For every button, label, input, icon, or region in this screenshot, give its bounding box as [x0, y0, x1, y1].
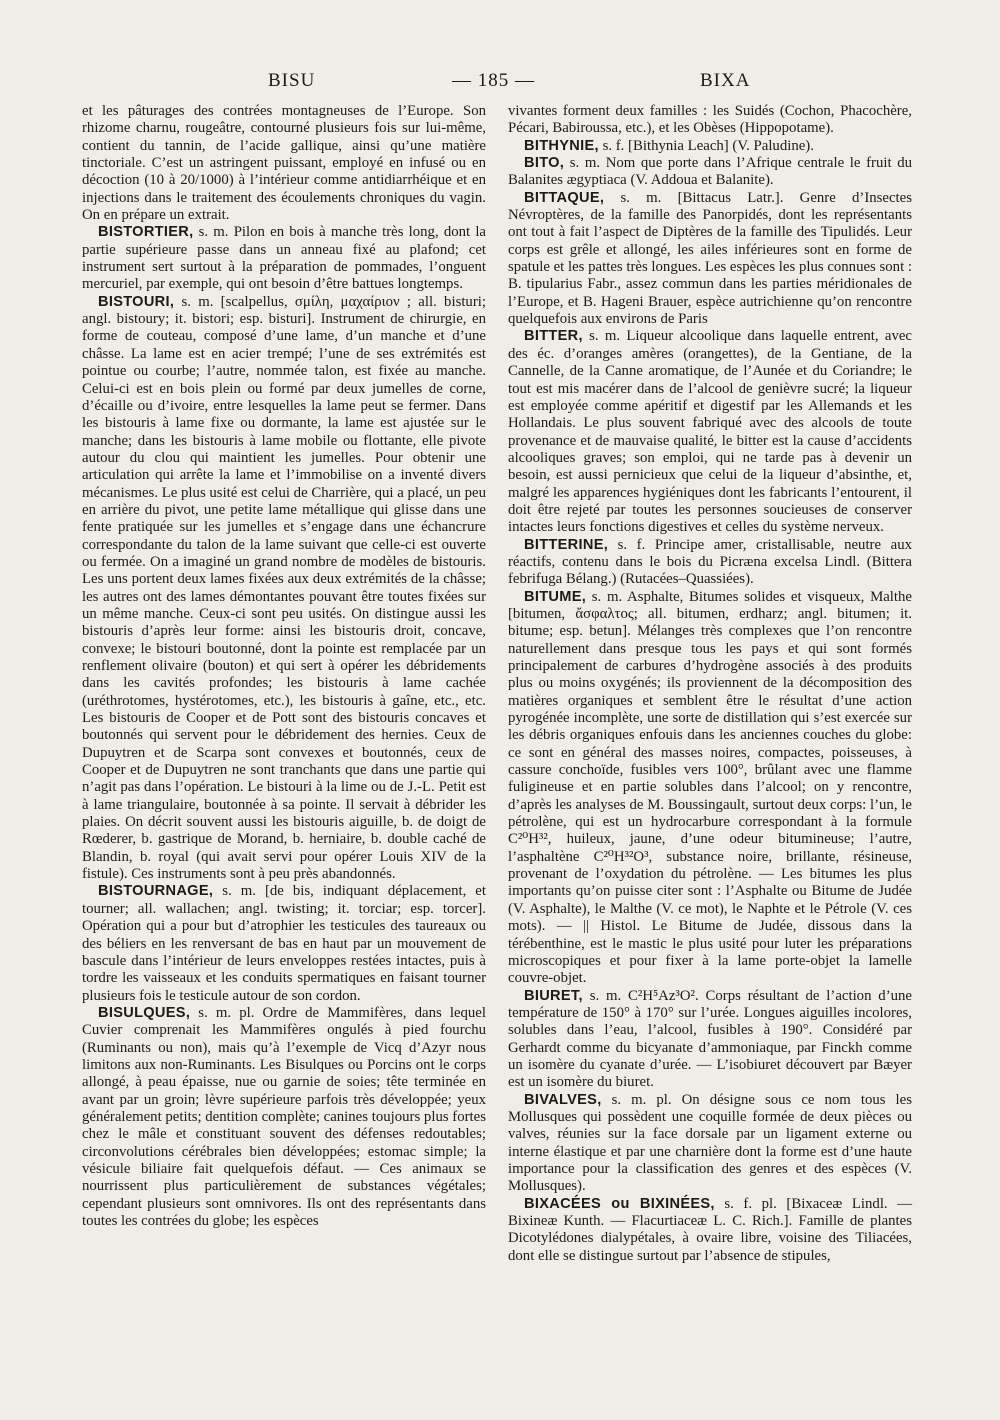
entry-headword: BISTORTIER,: [98, 224, 194, 241]
entry-headword: BITHYNIE,: [524, 137, 599, 154]
entry-bixacees: [508, 1196, 912, 1265]
entry-bitter: [508, 328, 912, 536]
entry-body: s. m. C²H⁵Az³O². Corps résultant de l’action d’une température de 150° à 170° sur l’urée. Longues aiguilles incolores, solubles dans l’eau, l’alcool, fusibles à 190°. Considéré par Gerhardt comme du bicyanate d’ammoniaque, par Finckh comme un isomère du cyanate d’urée. — L’isobiuret découvert par Bæyer est un isomère du biuret.: [508, 987, 912, 1091]
entry-continuation: vivantes forment deux familles : les Suidés (Cochon, Phacochère, Pécari, Babiroussa, etc.), et les Obèses (Hippopotame).: [508, 103, 912, 137]
entry-bistouri: [82, 294, 486, 884]
entry-headword: BIVALVES,: [524, 1091, 602, 1108]
entry-continuation: et les pâturages des contrées montagneuses de l’Europe. Son rhizome charnu, rougeâtre, contourné plusieurs fois sur lui-même, contient du tannin, de l’acide gallique, ainsi qu’une matière tinctoriale. C’est un astringent puissant, employé en infusé ou en décoction (10 à 20/1000) à l’intérieur comme antidiarrhéique et en injections dans le traitement des écoulements chroniques du vagin. On en prépare un extrait.: [82, 103, 486, 224]
entry-bivalves: [508, 1092, 912, 1196]
entry-body: s. f. Principe amer, cristallisable, neutre aux réactifs, contenu dans le bois du Picræna excelsa Lindl. (Bittera febrifuga Bélang.) (Rutacées–Quassiées).: [508, 536, 912, 588]
entry-bitume: [508, 589, 912, 988]
running-head-right: BIXA: [700, 70, 751, 91]
entry-headword: BIURET,: [524, 987, 583, 1004]
entry-body: s. m. pl. Ordre de Mammifères, dans lequel Cuvier comprenait les Mammifères ongulés à pied fourchu (Ruminants ou non), mais qu’à l’exemple de Vicq d’Azyr nous limitons aux non-Ruminants. Les Bisulques ou Porcins ont le corps allongé, à peau épaisse, nue ou garnie de soies; tête terminée en avant par un groin; lèvre supérieure parfois très développée; yeux généralement petits; dentition complète; canines toujours plus fortes chez le mâle et constituant souvent des défenses redoutables; circonvolutions cérébrales bien développées; estomac simple; la vésicule biliaire fait quelquefois défaut. — Ces animaux se nourrissent plus particulièrement de substances végétales; cependant plusieurs sont omnivores. Ils ont des représentants dans toutes les contrées du globe; les espèces: [82, 1004, 486, 1229]
entry-body: s. m. Nom que porte dans l’Afrique centrale le fruit du Balanites ægyptiaca (V. Addoua et Balanite).: [508, 155, 912, 189]
entry-headword: BISULQUES,: [98, 1004, 191, 1021]
entry-headword: BITTERINE,: [524, 536, 609, 553]
entry-headword: BISTOURNAGE,: [98, 883, 214, 900]
entry-headword: BITUME,: [524, 588, 587, 605]
entry-headword: BITTAQUE,: [524, 189, 605, 206]
entry-bittaque: [508, 190, 912, 329]
entry-body: s. m. Pilon en bois à manche très long, dont la partie supérieure passe dans un anneau fixé au plafond; cet instrument sert surtout à la préparation de pommades, l’onguent mercuriel, par exemple, qui ont besoin d’être battues longtemps.: [82, 224, 486, 293]
entry-biuret: [508, 988, 912, 1092]
entry-headword: BITTER,: [524, 328, 583, 345]
entry-headword: BISTOURI,: [98, 293, 175, 310]
entry-headword: BIXACÉES ou BIXINÉES,: [524, 1195, 715, 1212]
entry-bistournage: [82, 883, 486, 1004]
running-head-left: BISU: [268, 70, 316, 91]
entry-body: s. m. [scalpellus, σμίλη, μαχαίριον ; all. bisturi; angl. bistoury; it. bistori; esp. bisturi]. Instrument de chirurgie, en forme de couteau, composé d’une lame, d’un manche et d’une châsse. La lame est en acier trempé; l’une de ses extrémités est pointue ou courbe; l’autre, nommée talon, est fixée au manche. Celui-ci est en bois plein ou formé par deux jumelles de corne, d’écaille ou d’ivoire, entre lesquelles la lame peut se fermer. Dans les bistouris à lame fixe ou dormante, la lame est ajustée sur le manche; dans les bistouris à lame mobile ou flottante, elle pivote autour du clou qui maintient les jumelles. Pour obtenir une articulation qui arrête la lame et l’immobilise on a inventé divers mécanismes. Le plus usité est celui de Charrière, qui a placé, un peu en arrière du pivot, une petite lame métallique qui glisse dans une fente pratiquée sur les jumelles et s’engage dans une échancrure correspondante du talon de la lame suivant que celle-ci est ouverte ou fermée. On a imaginé un grand nombre de modèles de bistouris. Les uns portent deux lames fixées aux deux extrémités de la châsse; les autres ont des lames démontantes pouvant être toutes fixées sur un même manche. Ceux-ci sont peu usités. On distingue aussi les bistouris d’après leur forme: ainsi les bistouris droit, concave, convexe; le bistouri boutonné, dont la pointe est remplacée par un renflement olivaire (bouton) et qui sert à opérer les débridements dans les cavités profondes; les bistouris à lame cachée (uréthrotomes, hystérotomes, etc.), les bistouris à gaîne, etc., etc. Les bistouris de Cooper et de Pott sont des bistouris concaves et boutonnés qui servent pour le débridement des hernies. Ceux de Dupuytren et de Scarpa sont convexes et boutonnés, ceux de Cooper et de Dupuytren ne sont tranchants que dans une partie qui n’agit pas dans l’opération. Le bistouri à la lime ou de J.-L. Petit est à lame triangulaire, boutonnée à sa pointe. Il servait à débrider les plaies. On décrit souvent aussi les bistouris aiguille, b. de doigt de Rœderer, b. gastrique de Morand, b. herniaire, b. double caché de Blandin, b. royal (qui avait servi pour opérer Louis XIV de la fistule). Ces instruments sont à peu près abandonnés.: [82, 293, 486, 883]
entry-bito: [508, 155, 912, 190]
entry-body: s. m. Asphalte, Bitumes solides et visqueux, Malthe [bitumen, ἄσφαλτος; all. bitumen, erdharz; angl. bitumen; it. bitume; esp. betun]. Mélanges très complexes que l’on rencontre naturellement dans presque tous les pays et qui sont formés principalement de carbures d’hydrogène associés à des produits plus ou moins oxygénés; ils proviennent de la décomposition des matières organiques et semblent être le résultat d’une action pyrogénée incomplète, une sorte de distillation qui s’est exercée sur les débris organiques enfouis dans les anciennes couches du globe: ce sont en général des masses noires, compactes, poisseuses, à cassure conchoïde, fusibles vers 100°, brûlant avec une flamme fuligineuse et en partie solubles dans l’alcool; on y rencontre, d’après les analyses de M. Boussingault, surtout deux corps: l’un, le pétrolène, qui est un hydrocarbure correspondant à la formule C²⁰H³², huileux, jaune, d’une odeur bitumineuse; l’autre, l’asphaltène C²⁰H³²O³, substance noire, brillante, résineuse, provenant de l’oxydation du pétrolène. — Les bitumes les plus importants qu’on puisse citer sont : l’Asphalte ou Bitume de Judée (V. Asphalte), le Malthe (V. ce mot), le Naphte et le Pétrole (V. ces mots). — || Histol. Le Bitume de Judée, dissous dans la térébenthine, est le mastic le plus usité pour luter les préparations microscopiques et pour fixer à la lame porte-objet la lamelle couvre-objet.: [508, 588, 912, 987]
right-column: [508, 103, 912, 1265]
entry-headword: BITO,: [524, 155, 565, 172]
entry-body: s. f. [Bithynia Leach] (V. Paludine).: [598, 137, 814, 154]
entry-bitterine: [508, 537, 912, 589]
entry-body: s. f. pl. [Bixaceæ Lindl. — Bixineæ Kunth. — Flacurtiaceæ L. C. Rich.]. Famille de plantes Dicotylédones dialypétales, à ovaire libre, voisine des Tiliacées, dont elle se distingue surtout par l’absence de stipules,: [508, 1195, 913, 1264]
entry-body: s. m. [de bis, indiquant déplacement, et tourner; all. wallachen; angl. twisting; it. torciar; esp. torcer]. Opération qui a pour but d’atrophier les testicules des taureaux ou des béliers en les renversant de bas en haut par un mouvement de bascule dans l’intérieur de leurs enveloppes restées intactes, puis à tordre les vaisseaux et les conduits spermatiques en faisant tourner plusieurs fois le testicule autour de son cordon.: [82, 883, 486, 1004]
page-number: — 185 —: [452, 70, 535, 91]
entry-body: s. m. pl. On désigne sous ce nom tous les Mollusques qui possèdent une coquille formée de deux pièces ou valves, réunies sur la face dorsale par un ligament externe ou interne élastique et par une charnière dont la forme est d’une haute importance pour la classification des genres et des espèces (V. Mollusques).: [508, 1091, 912, 1195]
entry-bisulques: [82, 1005, 486, 1230]
entry-body: s. m. [Bittacus Latr.]. Genre d’Insectes Névroptères, de la famille des Panorpidés, dont les représentants ont tout à fait l’aspect de Diptères de la famille des Tipulidés. Leur corps est grêle et allongé, les ailes inférieures sont en forme de spatule et les pattes très longues. Les espèces les plus connues sont : B. tipularius Fabr., assez commun dans les parties méridionales de l’Europe, et B. Hageni Brauer, espèce autrichienne qu’on rencontre quelquefois aux environs de Paris: [508, 189, 912, 328]
entry-bithynie: [508, 138, 912, 155]
entry-body: s. m. Liqueur alcoolique dans laquelle entrent, avec des éc. d’oranges amères (orangettes), de la Gentiane, de la Cannelle, de la Canne aromatique, de l’Aunée et du Coriandre; le tout est mis macérer dans de l’alcool de genièvre sucré; la liqueur est employée comme apéritif et digestif par les Allemands et les Hollandais. Le plus souvent fabriqué avec des alcools de toute provenance et de mauvaise qualité, le bitter est la cause d’accidents alcooliques graves; son emploi, qui ne tarde pas à devenir un besoin, est aussi pernicieux que celui de la liqueur d’absinthe, et, malgré les apparences hygiéniques dont les fabricants l’entourent, il doit être rejeté par toutes les personnes soucieuses de conserver intactes leurs fonctions digestives et celles du système nerveux.: [508, 328, 912, 536]
left-column: [82, 103, 486, 1230]
entry-bistortier: [82, 224, 486, 293]
